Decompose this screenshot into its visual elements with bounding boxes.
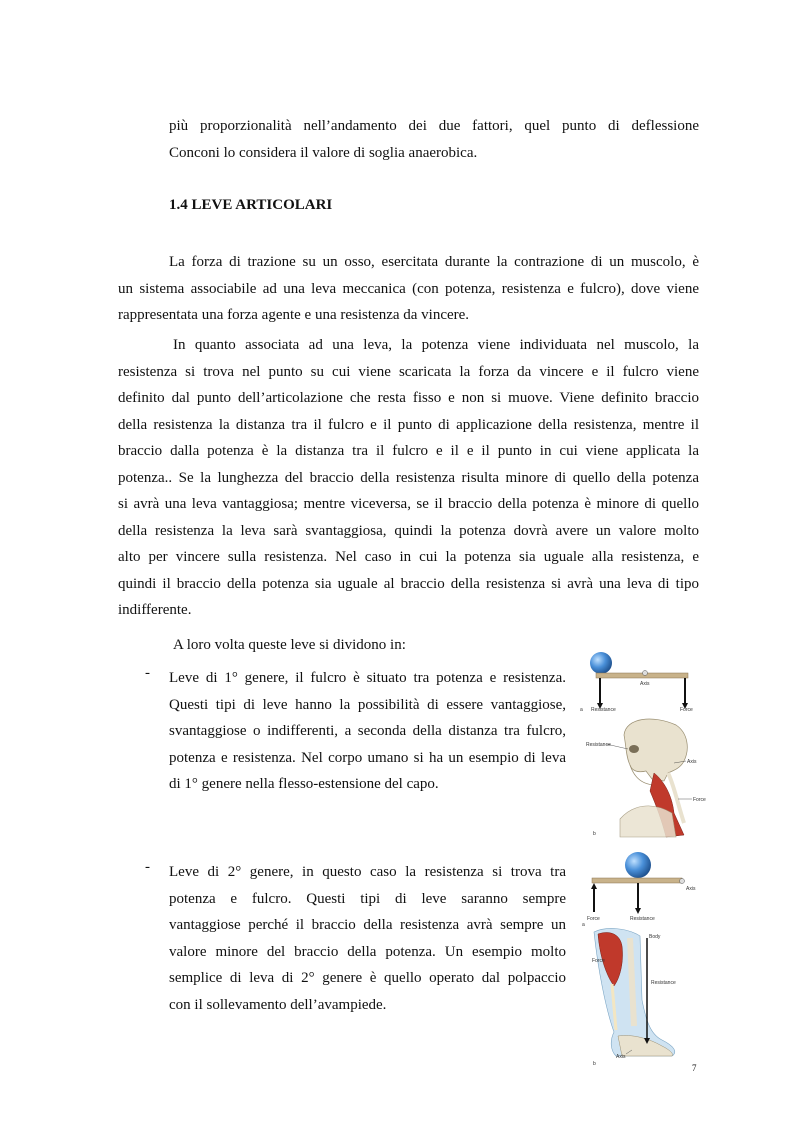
lever-bar bbox=[592, 878, 682, 883]
text-line: definito dal punto dell’articolazione che resta fisso e non si muove. Viene definito braccio bbox=[118, 390, 699, 406]
section-title: 1.4 LEVE ARTICOLARI bbox=[169, 197, 333, 213]
paragraph-1 bbox=[118, 249, 699, 329]
text-line: con il sollevamento dell’avampiede. bbox=[169, 996, 387, 1013]
text-line: quindi il braccio della potenza sia uguale al braccio della resistenza si avrà una leva di tipo bbox=[118, 575, 699, 592]
text-line: più proporzionalità nell’andamento dei due fattori, quel punto di deflessione bbox=[169, 118, 699, 134]
intro-paragraph bbox=[169, 113, 699, 166]
text-line: della resistenza la leva sarà svantaggiosa, quindi la potenza dovrà avere un valore molto bbox=[118, 522, 699, 539]
figure-letter: a bbox=[582, 922, 585, 928]
list-bullet: - bbox=[145, 665, 150, 681]
load-ball bbox=[590, 652, 612, 674]
text-line: si avrà una leva vantaggiosa; mentre viceversa, se il braccio della potenza è minore di quello bbox=[118, 496, 699, 512]
figure-letter: a bbox=[580, 707, 583, 713]
axis-label: Axis bbox=[687, 759, 697, 765]
list-item-second-class-lever bbox=[169, 859, 566, 1018]
page-number: 7 bbox=[692, 1063, 697, 1073]
resistance-arrowhead bbox=[635, 908, 641, 914]
list-bullet: - bbox=[145, 859, 150, 875]
text-line: semplice di leva di 2° genere è quello operato dal polpaccio bbox=[169, 970, 566, 986]
force-label: Force bbox=[587, 916, 600, 922]
paragraph-3 bbox=[173, 632, 573, 659]
paragraph-2 bbox=[118, 332, 699, 624]
text-line: potenza e fulcro. Questi tipi di leve saranno sempre bbox=[169, 890, 566, 907]
text-line: rappresentata una forza agente e una resistenza da vincere. bbox=[118, 307, 470, 323]
figure-letter: b bbox=[593, 831, 596, 837]
force-label: Force bbox=[680, 707, 693, 713]
figure-letter: b bbox=[593, 1061, 596, 1067]
axis-label: Axis bbox=[616, 1054, 626, 1060]
resistance-label: Resistance bbox=[591, 707, 616, 713]
load-ball bbox=[625, 852, 651, 878]
text-line: Questi tipi di leve hanno la possibilità di essere vantaggiose, bbox=[169, 696, 566, 713]
text-line: un sistema associabile ad una leva meccanica (con potenza, resistenza e fulcro), dove viene bbox=[118, 280, 699, 297]
eye-socket bbox=[629, 745, 639, 753]
head-neck-illustration bbox=[586, 719, 706, 837]
fulcrum bbox=[680, 879, 685, 884]
text-line: Leve di 2° genere, in questo caso la resistenza si trova tra bbox=[169, 864, 566, 880]
text-line: indifferente. bbox=[118, 602, 192, 618]
lever-diagram-first-class bbox=[580, 652, 693, 713]
lever-bar bbox=[596, 673, 688, 678]
text-line: di 1° genere nella flesso-estensione del capo. bbox=[169, 776, 439, 792]
text-line: svantaggiose o indifferenti, a seconda della distanza tra fulcro, bbox=[169, 723, 566, 739]
text-line: In quanto associata ad una leva, la potenza viene individuata nel muscolo, la bbox=[173, 337, 699, 353]
list-item-first-class-lever bbox=[169, 665, 566, 798]
text-line: della resistenza la distanza tra il fulcro e il punto di applicazione della resistenza, mentre il bbox=[118, 416, 699, 433]
axis-label: Axis bbox=[686, 886, 696, 892]
text-line: braccio dalla potenza è la distanza tra il fulcro e il e il punto in cui viene applicata la bbox=[118, 443, 699, 459]
body-label: Body bbox=[649, 934, 661, 940]
calf-foot-illustration bbox=[592, 929, 676, 1067]
text-line: La forza di trazione su un osso, esercitata durante la contrazione di un muscolo, è bbox=[169, 254, 699, 270]
text-line: potenza e resistenza. Nel corpo umano si ha un esempio di leva bbox=[169, 749, 566, 766]
text-line: potenza.. Se la lunghezza del braccio della resistenza risulta minore di quello della potenza bbox=[118, 469, 699, 486]
shoulder bbox=[620, 806, 676, 837]
text-line: resistenza si trova nel punto su cui viene scaricata la forza da vincere e il fulcro viene bbox=[118, 363, 699, 380]
force-arrowhead bbox=[591, 883, 597, 889]
resistance-label: Resistance bbox=[630, 916, 655, 922]
tibia-bone bbox=[630, 938, 634, 1026]
text-line: Leve di 1° genere, il fulcro è situato tra potenza e resistenza. bbox=[169, 670, 566, 686]
fulcrum bbox=[643, 671, 648, 676]
lever-diagram-second-class bbox=[582, 852, 696, 928]
force-label: Force bbox=[693, 797, 706, 803]
text-line: alto per vincere sulla resistenza. Nel caso in cui la potenza sia uguale alla resistenza, e bbox=[118, 549, 699, 565]
figure-second-class-lever bbox=[576, 850, 706, 1072]
text-line: A loro volta queste leve si dividono in: bbox=[173, 637, 406, 653]
text-line: Conconi lo considera il valore di soglia anaerobica. bbox=[169, 144, 478, 161]
resistance-label: Resistance bbox=[586, 742, 611, 748]
text-line: valore minore del braccio della potenza. Un esempio molto bbox=[169, 943, 566, 960]
resistance-label: Resistance bbox=[651, 980, 676, 986]
axis-label: Axis bbox=[640, 681, 650, 687]
figure-first-class-lever bbox=[576, 645, 706, 840]
text-line: vantaggiose perché il braccio della resistenza avrà sempre un bbox=[169, 917, 566, 933]
force-label: Force bbox=[592, 958, 605, 964]
